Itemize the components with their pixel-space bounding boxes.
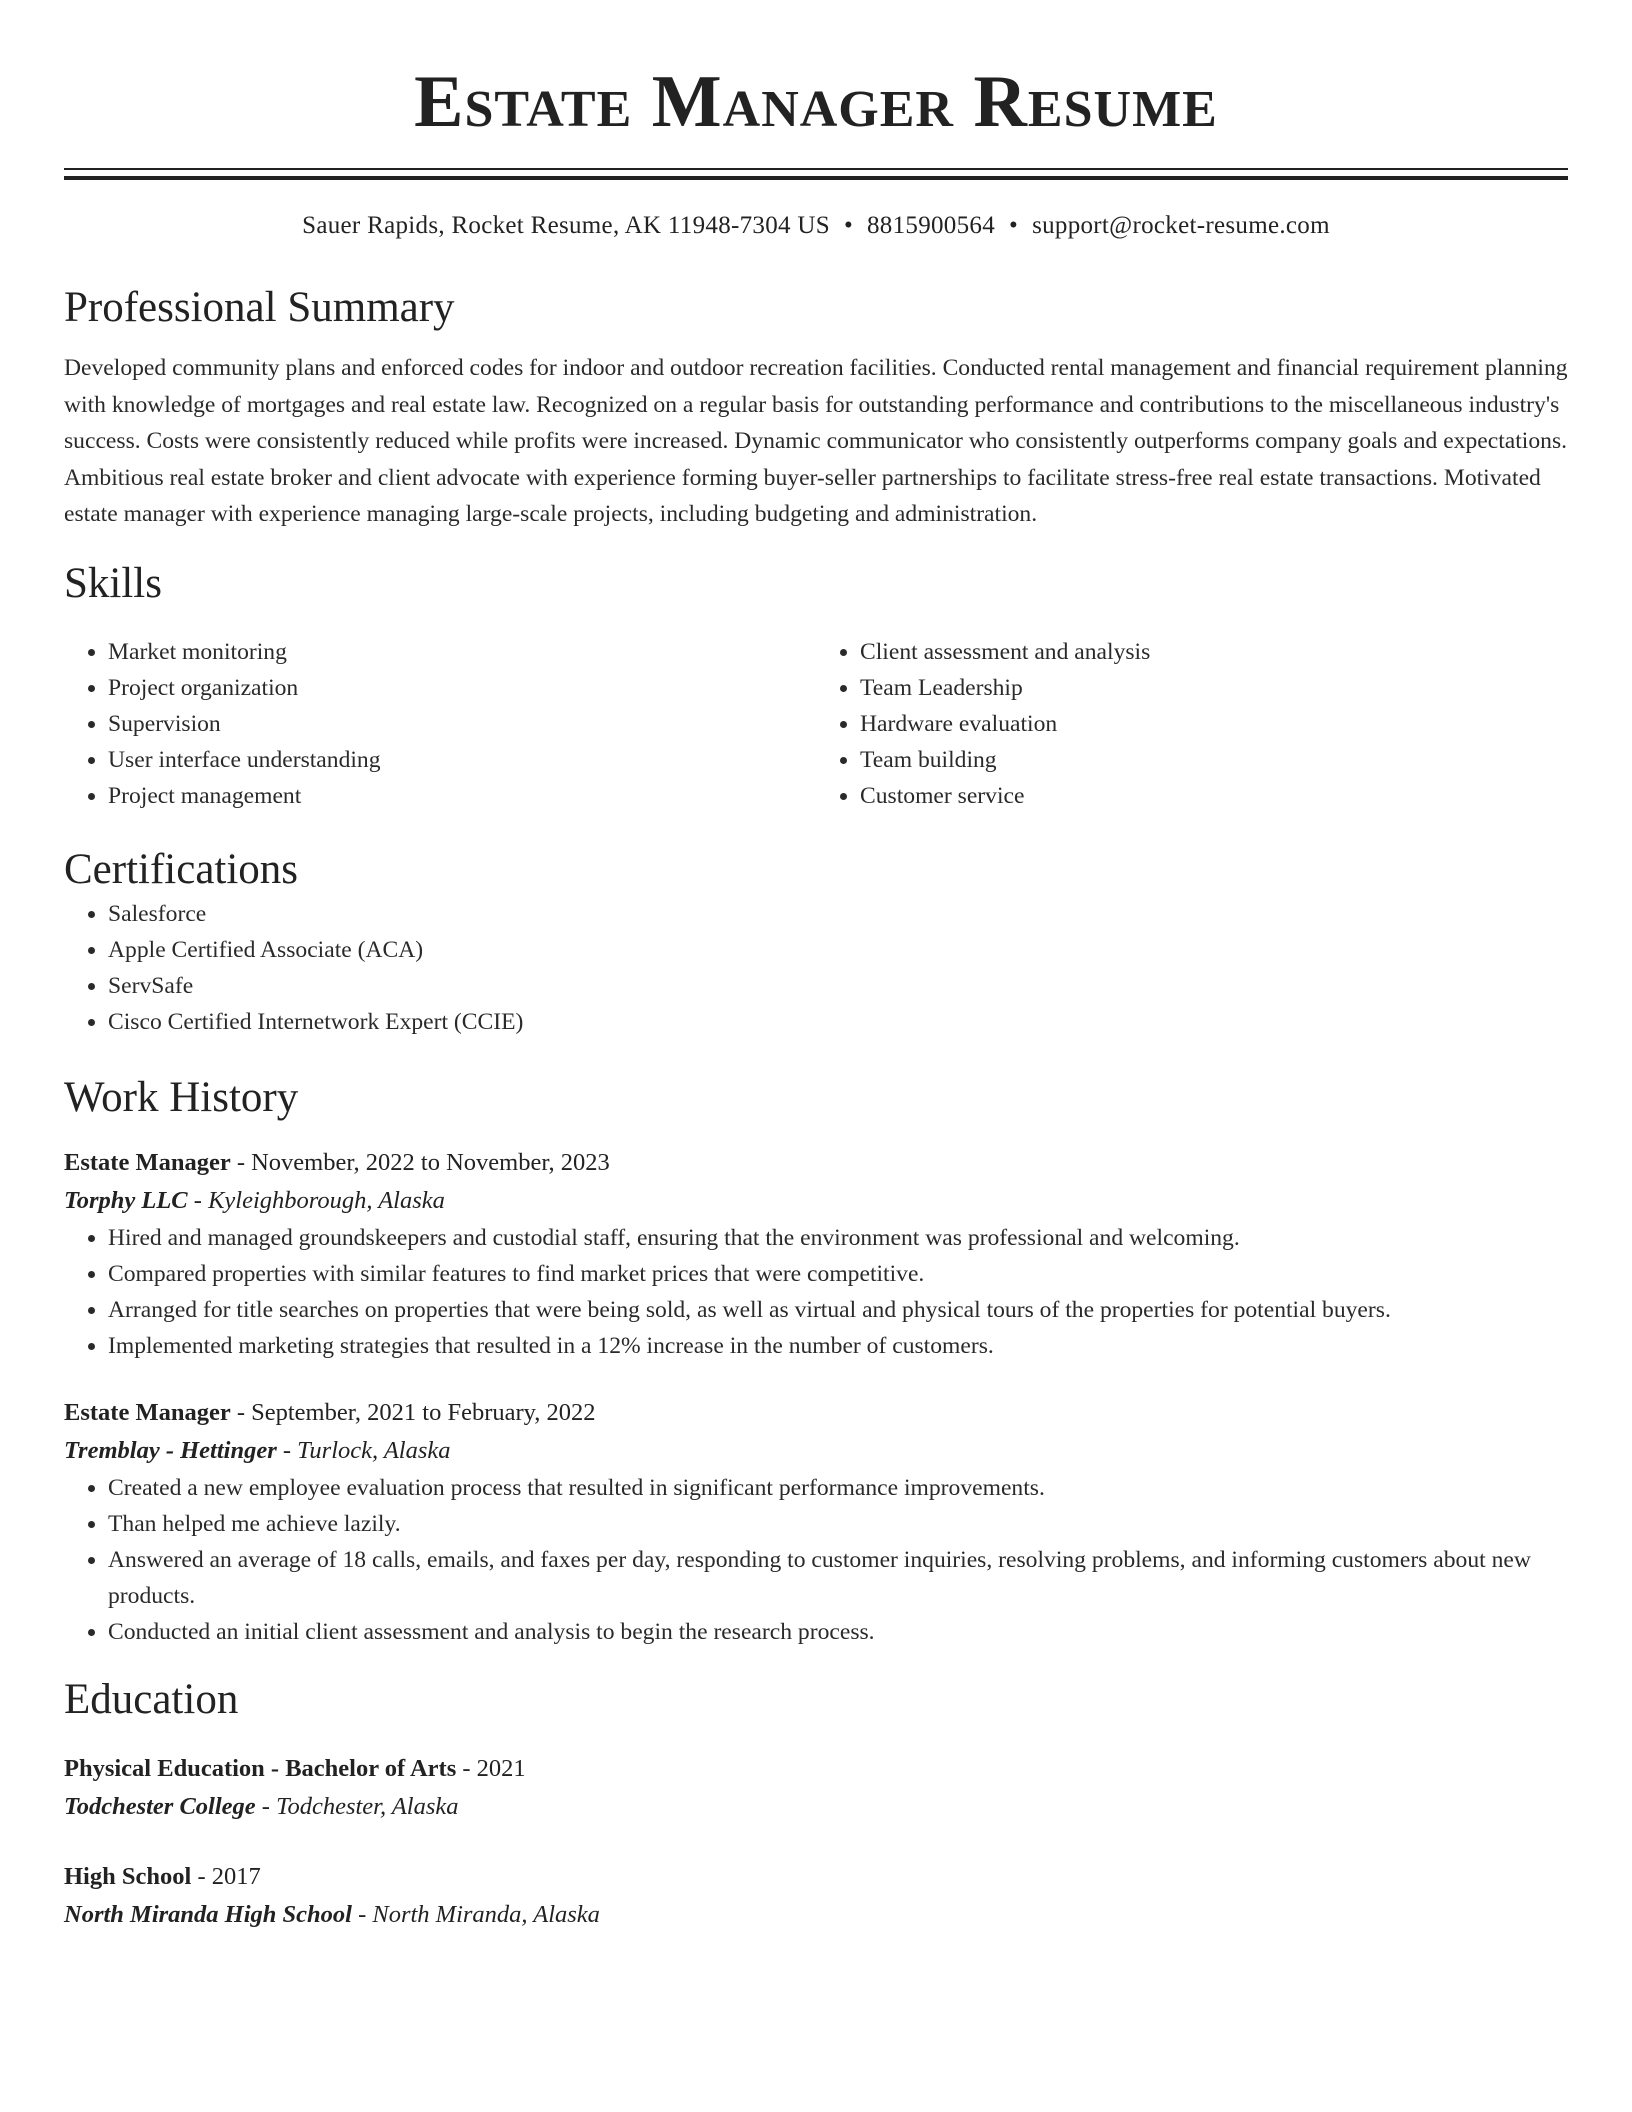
job-duty: • Answered an average of 18 calls, emails, and faxes per day, responding to customer inquiries, resolving problems, and informing customers about new products. — [108, 1542, 1568, 1614]
work-history-heading: Work History — [64, 1073, 299, 1121]
skill-item: • Supervision — [108, 706, 816, 742]
job-duties-list — [64, 1220, 1568, 1364]
job-employer-line — [64, 1432, 1568, 1470]
certification-item: • Salesforce — [108, 896, 1568, 932]
skill-item: • Team Leadership — [860, 670, 1568, 706]
job-duties-list — [64, 1470, 1568, 1650]
education-entry — [64, 1858, 1568, 1934]
education-heading: Education — [64, 1675, 239, 1723]
job-employer-line — [64, 1182, 1568, 1220]
skills-list-left — [64, 634, 816, 814]
skill-item: • Team building — [860, 742, 1568, 778]
education-location: - North Miranda, Alaska — [351, 1900, 600, 1928]
job-duty: • Compared properties with similar features to find market prices that were competitive. — [108, 1256, 1568, 1292]
education-location: - Todchester, Alaska — [255, 1792, 459, 1820]
contact-email[interactable]: support@rocket-resume.com — [1032, 212, 1330, 239]
education-degree-line — [64, 1858, 1568, 1896]
job-title-line — [64, 1394, 1568, 1432]
skill-item: • Project management — [108, 778, 816, 814]
skills-list-right — [816, 634, 1568, 814]
certification-item: • Cisco Certified Internetwork Expert (CCIE) — [108, 1004, 1568, 1040]
job-dates: - November, 2022 to November, 2023 — [230, 1148, 610, 1176]
job-role: Estate Manager — [64, 1398, 231, 1426]
skill-item: • Hardware evaluation — [860, 706, 1568, 742]
education-degree-line — [64, 1750, 1568, 1788]
certification-item: • Apple Certified Associate (ACA) — [108, 932, 1568, 968]
job-duty: • Conducted an initial client assessment and analysis to begin the research process. — [108, 1614, 1568, 1650]
skill-item: • Client assessment and analysis — [860, 634, 1568, 670]
skill-item: • Project organization — [108, 670, 816, 706]
education-school: North Miranda High School — [64, 1900, 352, 1928]
resume-title: Estate Manager Resume — [414, 61, 1218, 143]
skills-columns — [64, 634, 1568, 814]
certifications-heading: Certifications — [64, 845, 299, 893]
job-duty: • Created a new employee evaluation process that resulted in significant performance improvements. — [108, 1470, 1568, 1506]
job-entry — [64, 1394, 1568, 1650]
skill-item: • User interface understanding — [108, 742, 816, 778]
skills-heading: Skills — [64, 559, 162, 607]
job-company: Tremblay - Hettinger — [64, 1436, 277, 1464]
education-school-line — [64, 1788, 1568, 1826]
education-school-line — [64, 1896, 1568, 1934]
job-duty: • Arranged for title searches on properties that were being sold, as well as virtual and physical tours of the properties for potential buyers. — [108, 1292, 1568, 1328]
skill-item: • Customer service — [860, 778, 1568, 814]
job-duty: • Hired and managed groundskeepers and custodial staff, ensuring that the environment was professional and welcoming. — [108, 1220, 1568, 1256]
contact-phone[interactable]: 8815900564 — [867, 212, 995, 239]
contact-address: Sauer Rapids, Rocket Resume, AK 11948-7304 US — [302, 212, 830, 239]
job-dates: - September, 2021 to February, 2022 — [230, 1398, 596, 1426]
job-role: Estate Manager — [64, 1148, 231, 1176]
education-degree: High School — [64, 1862, 192, 1890]
job-company: Torphy LLC — [64, 1186, 188, 1214]
job-duty: • Implemented marketing strategies that resulted in a 12% increase in the number of customers. — [108, 1328, 1568, 1364]
job-location: - Turlock, Alaska — [276, 1436, 451, 1464]
contact-separator: • — [1009, 212, 1019, 239]
education-degree: Physical Education - Bachelor of Arts — [64, 1754, 457, 1782]
job-location: - Kyleighborough, Alaska — [187, 1186, 445, 1214]
education-entry — [64, 1750, 1568, 1826]
job-title-line — [64, 1144, 1568, 1182]
summary-paragraph: Developed community plans and enforced codes for indoor and outdoor recreation facilities. Conducted rental management and financial requirement planning with knowledge of mortgages and real estate law. Recognized on a regular basis for outstanding performance and contributions to the miscellaneous industry's success. Costs were consistently reduced while profits were increased. Dynamic communicator who consistently outperforms company goals and expectations. Ambitious real estate broker and client advocate with experience forming buyer-seller partnerships to facilitate stress-free real estate transactions. Motivated estate manager with experience managing large-scale projects, including budgeting and administration. — [64, 355, 1568, 527]
certification-item: • ServSafe — [108, 968, 1568, 1004]
contact-separator: • — [843, 212, 853, 239]
education-school: Todchester College — [64, 1792, 256, 1820]
summary-heading: Professional Summary — [64, 284, 455, 331]
contact-line — [64, 210, 1568, 242]
education-year: - 2021 — [456, 1754, 526, 1782]
job-duty: • Than helped me achieve lazily. — [108, 1506, 1568, 1542]
skill-item: • Market monitoring — [108, 634, 816, 670]
title-double-rule — [64, 168, 1568, 180]
education-year: - 2017 — [191, 1862, 261, 1890]
certifications-list — [64, 896, 1568, 1040]
job-entry — [64, 1144, 1568, 1364]
